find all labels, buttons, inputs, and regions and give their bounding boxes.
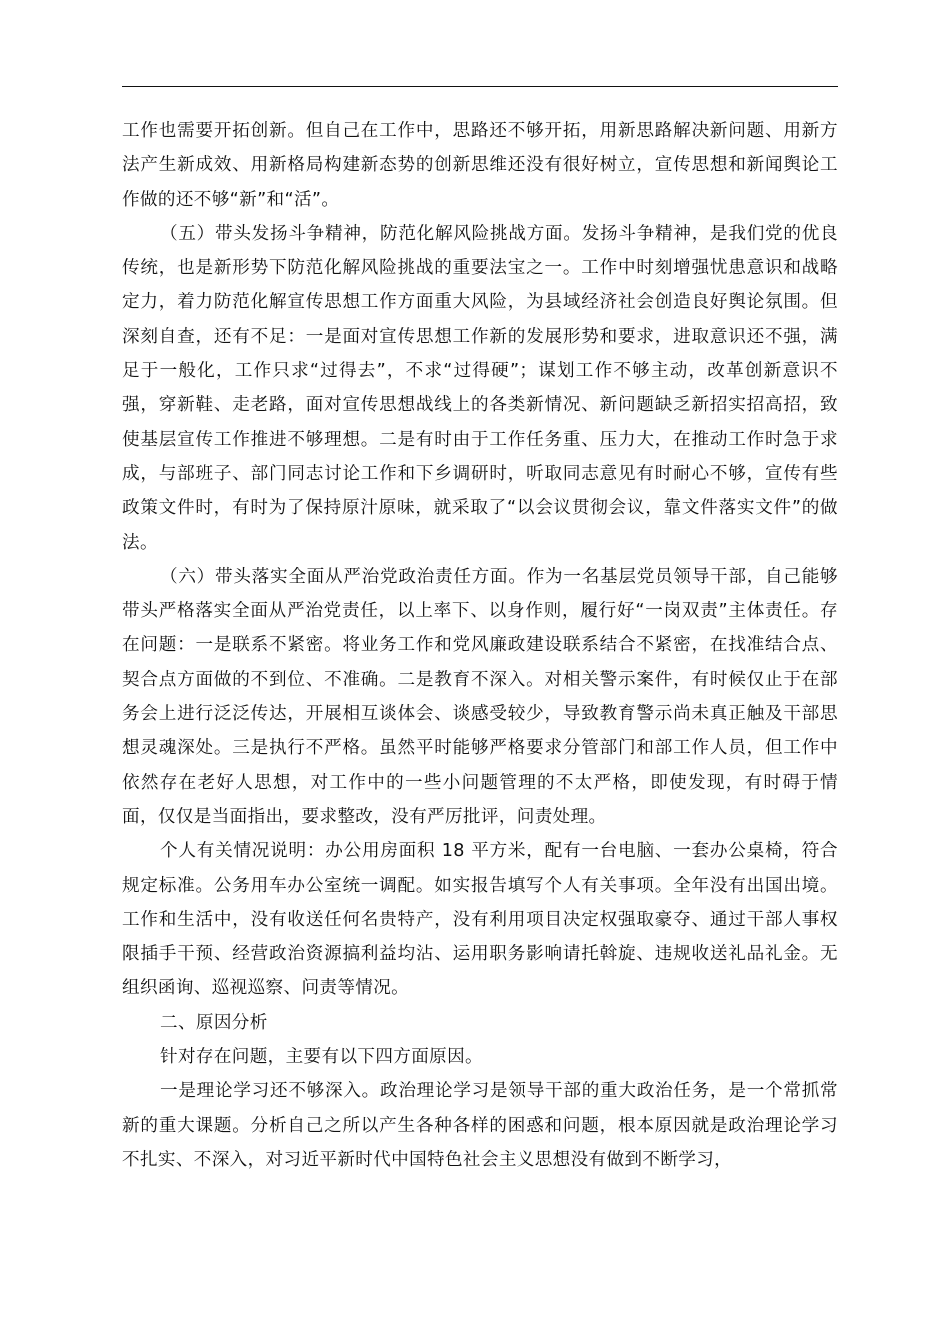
paragraph-cause-intro: 针对存在问题，主要有以下四方面原因。 [160,1047,483,1068]
paragraph-continuation: 工作也需要开拓创新。但自己在工作中，思路还不够开拓，用新思路解决新问题、用新方法产生新成效、用新格局构建新态势的创新思维还没有很好树立，宣传思想和新闻舆论工作做的还不够“新”和“活”。 [122,121,838,210]
paragraph-section-six: （六）带头落实全面从严治党政治责任方面。作为一名基层党员领导干部，自己能够带头严格落实全面从严治党责任，以上率下、以身作则，履行好“一岗双责”主体责任。存在问题：一是联系不紧密。将业务工作和党风廉政建设联系结合不紧密，在找准结合点、契合点方面做的不到位、不准确。二是教育不深入。对相关警示案件，有时候仅止于在部务会上进行泛泛传达，开展相互谈体会、谈感受较少，导致教育警示尚未真正触及干部思想灵魂深处。三是执行不严格。虽然平时能够严格要求分管部门和部工作人员，但工作中依然存在老好人思想，对工作中的一些小问题管理的不太严格，即使发现，有时碍于情面，仅仅是当面指出，要求整改，没有严厉批评，问责处理。 [122,566,838,827]
document-body [122,114,838,1177]
header-rule [122,86,838,87]
paragraph-section-five: （五）带头发扬斗争精神，防范化解风险挑战方面。发扬斗争精神，是我们党的优良传统，也是新形势下防范化解风险挑战的重要法宝之一。工作中时刻增强忧患意识和战略定力，着力防范化解宣传思想工作方面重大风险，为县域经济社会创造良好舆论氛围。但深刻自查，还有不足：一是面对宣传思想工作新的发展形势和要求，进取意识还不强，满足于一般化，工作只求“过得去”，不求“过得硬”；谋划工作不够主动，改革创新意识不强，穿新鞋、走老路，面对宣传思想战线上的各类新情况、新问题缺乏新招实招高招，致使基层宣传工作推进不够理想。二是有时由于工作任务重、压力大，在推动工作时急于求成，与部班子、部门同志讨论工作和下乡调研时，听取同志意见有时耐心不够，宣传有些政策文件时，有时为了保持原汁原味，就采取了“以会议贯彻会议，靠文件落实文件”的做法。 [122,223,838,553]
section-heading-cause-analysis: 二、原因分析 [160,1012,268,1033]
paragraph-cause-one: 一是理论学习还不够深入。政治理论学习是领导干部的重大政治任务，是一个常抓常新的重大课题。分析自己之所以产生各种各样的困惑和问题，根本原因就是政治理论学习不扎实、不深入，对习近平新时代中国特色社会主义思想没有做到不断学习， [122,1081,838,1170]
paragraph-personal-statement: 个人有关情况说明：办公用房面积 18 平方米，配有一台电脑、一套办公桌椅，符合规定标准。公务用车办公室统一调配。如实报告填写个人有关事项。全年没有出国出境。工作和生活中，没有收送任何名贵特产，没有利用项目决定权强取豪夺、通过干部人事权限插手干预、经营政治资源搞利益均沾、运用职务影响请托斡旋、违规收送礼品礼金。无组织函询、巡视巡察、问责等情况。 [122,841,838,999]
